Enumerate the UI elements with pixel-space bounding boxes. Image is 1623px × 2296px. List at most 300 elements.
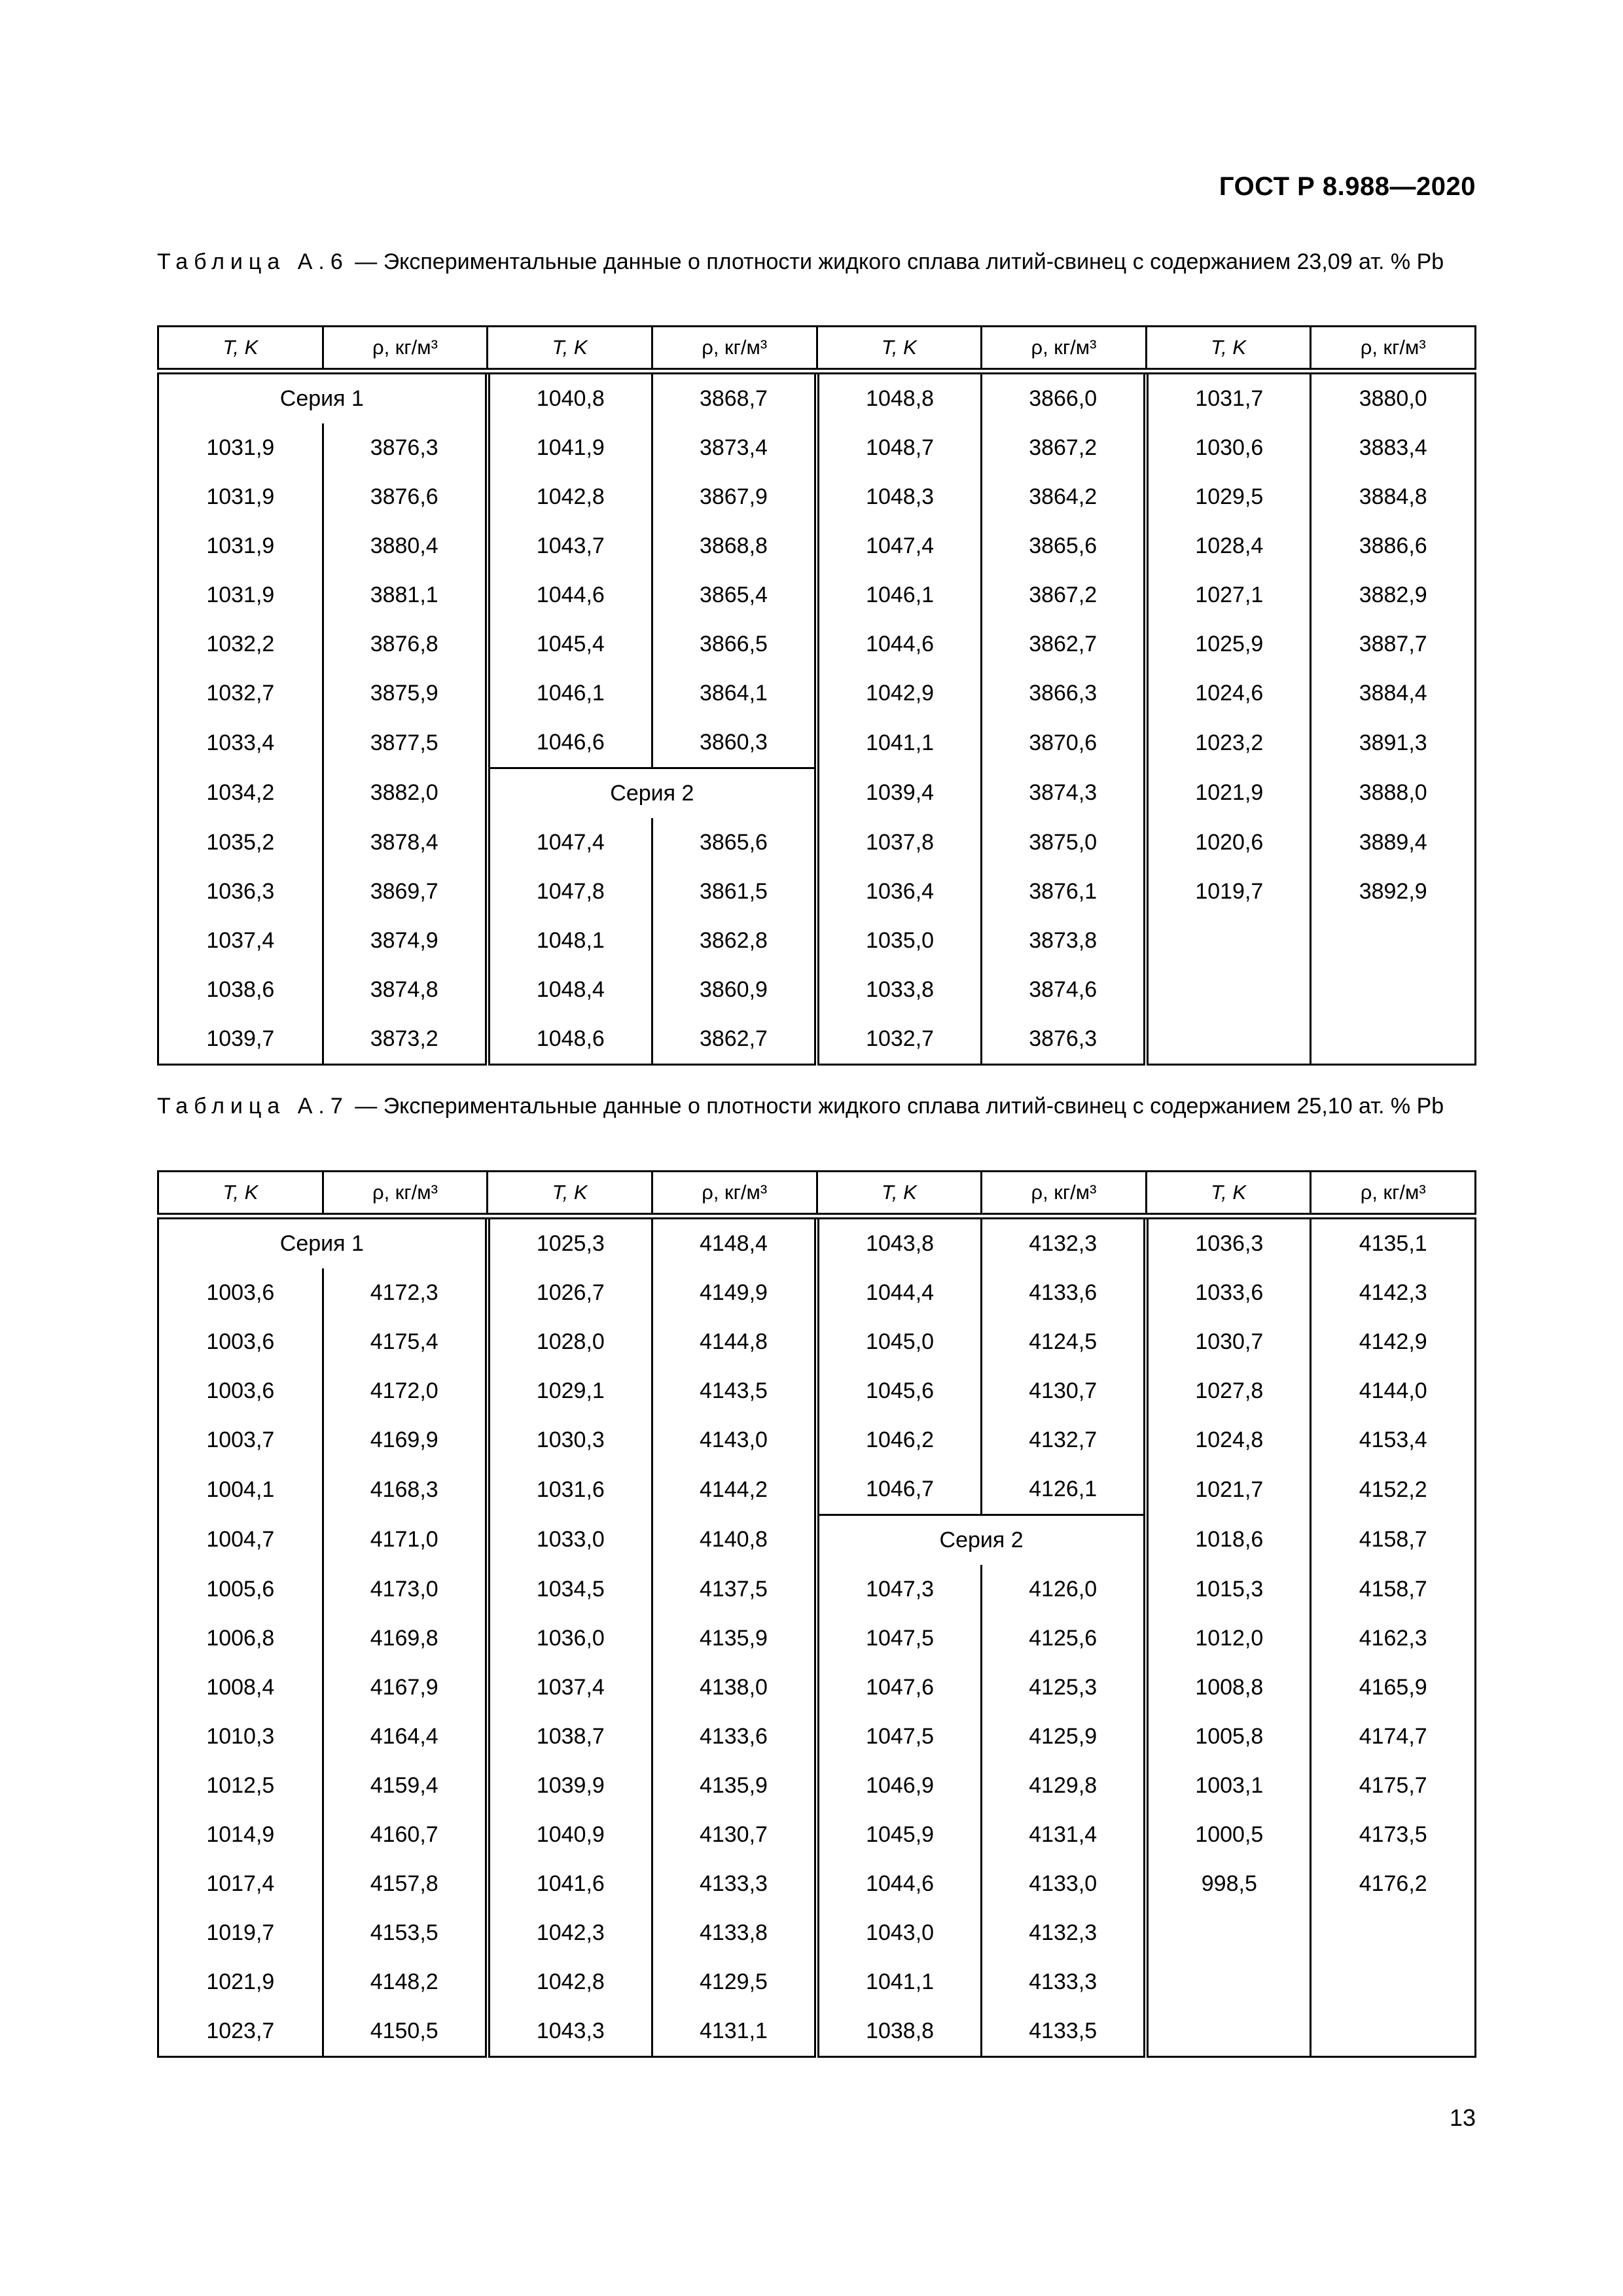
cell-temperature: 1033,8 [817,965,982,1014]
cell-temperature: 1039,4 [817,768,982,819]
cell-temperature: 1033,4 [158,718,323,768]
cell-temperature: 1047,5 [817,1614,982,1663]
col-header-density: ρ, кг/м³ [982,327,1147,372]
series-label: Серия 2 [817,1515,1146,1566]
cell-density: 3862,7 [982,620,1147,669]
cell-density: 4126,0 [982,1565,1147,1614]
cell-density: 3888,0 [1311,768,1476,819]
cell-temperature: 1046,1 [817,571,982,620]
cell-density: 3877,5 [323,718,488,768]
col-header-temperature: T, K [817,1172,982,1217]
cell-temperature: 1037,8 [817,818,982,867]
cell-density: 4164,4 [323,1712,488,1761]
cell-temperature: 1025,3 [488,1216,652,1268]
col-header-temperature: T, K [488,327,652,372]
cell-temperature: 1004,1 [158,1465,323,1515]
cell-density [1311,965,1476,1014]
cell-temperature: 1003,1 [1146,1761,1311,1810]
cell-temperature [1146,1014,1311,1065]
cell-temperature: 1046,9 [817,1761,982,1810]
table-row [158,1663,1476,1712]
cell-temperature: 1046,6 [488,718,652,768]
cell-temperature: 1044,4 [817,1268,982,1318]
table-row [158,1958,1476,2007]
cell-density: 3867,9 [652,473,817,522]
cell-density: 4133,3 [982,1958,1147,2007]
cell-density: 3874,6 [982,965,1147,1014]
table-row [158,1565,1476,1614]
cell-temperature: 1021,9 [1146,768,1311,819]
table-row [158,1268,1476,1318]
table-row [158,1318,1476,1367]
cell-density: 4132,7 [982,1416,1147,1465]
cell-temperature: 1014,9 [158,1810,323,1859]
col-header-density: ρ, кг/м³ [652,327,817,372]
cell-temperature: 1030,6 [1146,423,1311,473]
cell-temperature: 998,5 [1146,1859,1311,1909]
cell-density: 3862,7 [652,1014,817,1065]
page-number: 13 [1449,2104,1476,2131]
cell-temperature: 1031,7 [1146,371,1311,423]
cell-density: 4171,0 [323,1515,488,1566]
cell-temperature: 1015,3 [1146,1565,1311,1614]
cell-density: 3860,9 [652,965,817,1014]
cell-density: 4144,8 [652,1318,817,1367]
cell-density: 4175,7 [1311,1761,1476,1810]
cell-density: 3875,0 [982,818,1147,867]
col-header-density: ρ, кг/м³ [323,327,488,372]
cell-density: 3876,1 [982,867,1147,916]
cell-density [1311,1014,1476,1065]
cell-density: 3874,8 [323,965,488,1014]
table-row [158,818,1476,867]
cell-temperature: 1046,2 [817,1416,982,1465]
cell-temperature [1146,916,1311,965]
table-row [158,867,1476,916]
table-row [158,522,1476,571]
cell-temperature: 1019,7 [158,1909,323,1958]
cell-density: 4133,3 [652,1859,817,1909]
table-a7-caption [157,1092,1476,1121]
cell-temperature: 1048,3 [817,473,982,522]
table-a7-title: — Экспериментальные данные о плотности жидкого сплава литий-свинец с содержанием 25,10 ат. % Pb [348,1094,1444,1119]
cell-temperature: 1041,1 [817,1958,982,2007]
cell-temperature: 1045,6 [817,1367,982,1416]
cell-temperature: 1047,6 [817,1663,982,1712]
table-row [158,1216,1476,1268]
series-label: Серия 2 [488,768,817,819]
cell-density: 3878,4 [323,818,488,867]
table-row [158,1515,1476,1566]
cell-density: 3866,5 [652,620,817,669]
cell-temperature: 1046,7 [817,1465,982,1515]
cell-temperature: 1038,7 [488,1712,652,1761]
cell-density: 4169,9 [323,1416,488,1465]
cell-temperature: 1046,1 [488,669,652,718]
cell-density: 4137,5 [652,1565,817,1614]
cell-temperature: 1020,6 [1146,818,1311,867]
cell-density: 3868,7 [652,371,817,423]
cell-temperature: 1031,9 [158,522,323,571]
cell-density: 4172,0 [323,1367,488,1416]
cell-density: 3884,4 [1311,669,1476,718]
cell-density: 4126,1 [982,1465,1147,1515]
cell-density: 3867,2 [982,571,1147,620]
table-row [158,571,1476,620]
cell-temperature: 1031,9 [158,473,323,522]
table-a6-label: Таблица А.6 [157,249,349,274]
table-row [158,1014,1476,1065]
cell-temperature: 1036,3 [1146,1216,1311,1268]
cell-temperature: 1048,8 [817,371,982,423]
cell-density: 4142,9 [1311,1318,1476,1367]
cell-density: 3892,9 [1311,867,1476,916]
cell-density: 3884,8 [1311,473,1476,522]
cell-temperature: 1048,7 [817,423,982,473]
cell-density: 4148,2 [323,1958,488,2007]
cell-density [1311,2007,1476,2057]
cell-density: 4174,7 [1311,1712,1476,1761]
cell-density: 4173,5 [1311,1810,1476,1859]
col-header-temperature: T, K [1146,1172,1311,1217]
cell-density: 4153,4 [1311,1416,1476,1465]
table-row [158,2007,1476,2057]
cell-temperature: 1045,4 [488,620,652,669]
table-row [158,669,1476,718]
cell-temperature: 1030,3 [488,1416,652,1465]
cell-temperature: 1003,6 [158,1367,323,1416]
cell-temperature: 1030,7 [1146,1318,1311,1367]
cell-density: 3886,6 [1311,522,1476,571]
cell-temperature: 1000,5 [1146,1810,1311,1859]
cell-density: 4135,9 [652,1761,817,1810]
table-row [158,371,1476,423]
cell-temperature: 1008,8 [1146,1663,1311,1712]
table-row [158,1810,1476,1859]
col-header-temperature: T, K [1146,327,1311,372]
cell-density: 3864,2 [982,473,1147,522]
cell-temperature: 1043,0 [817,1909,982,1958]
cell-temperature: 1041,9 [488,423,652,473]
cell-density: 4129,8 [982,1761,1147,1810]
cell-temperature: 1008,4 [158,1663,323,1712]
cell-temperature: 1012,5 [158,1761,323,1810]
table-row [158,423,1476,473]
cell-density: 4130,7 [982,1367,1147,1416]
cell-temperature: 1023,7 [158,2007,323,2057]
cell-density: 3882,9 [1311,571,1476,620]
cell-temperature: 1035,0 [817,916,982,965]
cell-density: 4148,4 [652,1216,817,1268]
col-header-density: ρ, кг/м³ [1311,327,1476,372]
table-row [158,1614,1476,1663]
cell-temperature: 1024,6 [1146,669,1311,718]
cell-density: 4124,5 [982,1318,1147,1367]
cell-density: 4125,6 [982,1614,1147,1663]
cell-temperature: 1037,4 [158,916,323,965]
cell-density: 4149,9 [652,1268,817,1318]
cell-temperature: 1047,4 [817,522,982,571]
cell-temperature: 1045,0 [817,1318,982,1367]
cell-density: 3866,3 [982,669,1147,718]
table-a6 [157,325,1476,1066]
cell-density: 4165,9 [1311,1663,1476,1712]
table-row [158,1367,1476,1416]
header-row [158,327,1476,372]
cell-temperature: 1048,6 [488,1014,652,1065]
table-row [158,916,1476,965]
cell-density: 4132,3 [982,1216,1147,1268]
cell-temperature: 1027,1 [1146,571,1311,620]
cell-density: 4133,6 [982,1268,1147,1318]
cell-temperature [1146,1958,1311,2007]
cell-density: 3865,6 [982,522,1147,571]
cell-temperature: 1028,4 [1146,522,1311,571]
cell-density: 4133,8 [652,1909,817,1958]
cell-density: 4159,4 [323,1761,488,1810]
cell-density: 3880,4 [323,522,488,571]
table-row [158,620,1476,669]
table-a7-label: Таблица А.7 [157,1094,349,1119]
cell-temperature: 1038,6 [158,965,323,1014]
cell-density: 4153,5 [323,1909,488,1958]
cell-density [1311,916,1476,965]
cell-temperature: 1006,8 [158,1614,323,1663]
cell-density: 3880,0 [1311,371,1476,423]
cell-temperature: 1043,7 [488,522,652,571]
cell-temperature [1146,2007,1311,2057]
cell-density: 4138,0 [652,1663,817,1712]
cell-temperature: 1032,7 [817,1014,982,1065]
cell-temperature: 1029,5 [1146,473,1311,522]
cell-density: 4158,7 [1311,1515,1476,1566]
cell-temperature: 1003,6 [158,1268,323,1318]
cell-density: 3862,8 [652,916,817,965]
cell-density: 3875,9 [323,669,488,718]
cell-density: 3864,1 [652,669,817,718]
cell-temperature: 1031,6 [488,1465,652,1515]
cell-temperature: 1043,3 [488,2007,652,2057]
cell-temperature: 1039,7 [158,1014,323,1065]
cell-temperature: 1028,0 [488,1318,652,1367]
cell-temperature: 1025,9 [1146,620,1311,669]
cell-density: 4140,8 [652,1515,817,1566]
cell-density: 4143,5 [652,1367,817,1416]
cell-temperature: 1038,8 [817,2007,982,2057]
cell-density: 4129,5 [652,1958,817,2007]
cell-density: 3876,6 [323,473,488,522]
col-header-density: ρ, кг/м³ [323,1172,488,1217]
cell-density: 4172,3 [323,1268,488,1318]
table-row [158,1712,1476,1761]
cell-temperature: 1042,9 [817,669,982,718]
cell-temperature [1146,1909,1311,1958]
cell-density: 4125,3 [982,1663,1147,1712]
cell-density: 4135,1 [1311,1216,1476,1268]
cell-density: 3868,8 [652,522,817,571]
cell-density: 3873,4 [652,423,817,473]
cell-density: 4152,2 [1311,1465,1476,1515]
cell-density: 3881,1 [323,571,488,620]
cell-density: 4175,4 [323,1318,488,1367]
cell-density: 4143,0 [652,1416,817,1465]
cell-temperature: 1042,8 [488,473,652,522]
cell-temperature: 1036,3 [158,867,323,916]
col-header-density: ρ, кг/м³ [1311,1172,1476,1217]
cell-temperature: 1018,6 [1146,1515,1311,1566]
cell-temperature: 1044,6 [488,571,652,620]
cell-density: 3883,4 [1311,423,1476,473]
table-row [158,1909,1476,1958]
cell-temperature: 1047,8 [488,867,652,916]
table-row [158,965,1476,1014]
cell-temperature: 1003,6 [158,1318,323,1367]
cell-temperature: 1003,7 [158,1416,323,1465]
cell-temperature: 1019,7 [1146,867,1311,916]
header-row [158,1172,1476,1217]
cell-temperature: 1017,4 [158,1859,323,1909]
cell-density: 3876,3 [323,423,488,473]
cell-temperature: 1012,0 [1146,1614,1311,1663]
cell-temperature: 1021,7 [1146,1465,1311,1515]
cell-density: 4157,8 [323,1859,488,1909]
cell-density: 3860,3 [652,718,817,768]
cell-temperature: 1027,8 [1146,1367,1311,1416]
cell-density: 4132,3 [982,1909,1147,1958]
cell-density: 4125,9 [982,1712,1147,1761]
cell-temperature [1146,965,1311,1014]
cell-density: 3874,3 [982,768,1147,819]
cell-density: 3865,4 [652,571,817,620]
cell-temperature: 1026,7 [488,1268,652,1318]
cell-temperature: 1044,6 [817,1859,982,1909]
cell-temperature: 1040,8 [488,371,652,423]
col-header-temperature: T, K [158,327,323,372]
table-row [158,718,1476,768]
cell-temperature: 1042,8 [488,1958,652,2007]
cell-density [1311,1909,1476,1958]
cell-temperature: 1042,3 [488,1909,652,1958]
table-row [158,1859,1476,1909]
cell-temperature: 1047,5 [817,1712,982,1761]
cell-temperature: 1044,6 [817,620,982,669]
cell-density: 3867,2 [982,423,1147,473]
cell-temperature: 1045,9 [817,1810,982,1859]
cell-temperature: 1010,3 [158,1712,323,1761]
table-row [158,1416,1476,1465]
cell-density [1311,1958,1476,2007]
cell-temperature: 1021,9 [158,1958,323,2007]
table-row [158,1761,1476,1810]
cell-temperature: 1032,2 [158,620,323,669]
cell-density: 4133,6 [652,1712,817,1761]
cell-density: 4169,8 [323,1614,488,1663]
cell-density: 3887,7 [1311,620,1476,669]
cell-density: 4130,7 [652,1810,817,1859]
cell-temperature: 1047,3 [817,1565,982,1614]
cell-temperature: 1005,6 [158,1565,323,1614]
cell-density: 3882,0 [323,768,488,819]
cell-density: 4173,0 [323,1565,488,1614]
col-header-temperature: T, K [488,1172,652,1217]
cell-temperature: 1043,8 [817,1216,982,1268]
cell-density: 4150,5 [323,2007,488,2057]
table-a6-title: — Экспериментальные данные о плотности жидкого сплава литий-свинец с содержанием 23,09 ат. % Pb [348,249,1444,274]
cell-temperature: 1035,2 [158,818,323,867]
cell-temperature: 1029,1 [488,1367,652,1416]
cell-density: 3869,7 [323,867,488,916]
col-header-temperature: T, K [817,327,982,372]
col-header-density: ρ, кг/м³ [982,1172,1147,1217]
cell-density: 3876,3 [982,1014,1147,1065]
cell-density: 4168,3 [323,1465,488,1515]
cell-temperature: 1005,8 [1146,1712,1311,1761]
cell-temperature: 1041,6 [488,1859,652,1909]
cell-temperature: 1037,4 [488,1663,652,1712]
cell-temperature: 1048,4 [488,965,652,1014]
cell-temperature: 1023,2 [1146,718,1311,768]
cell-temperature: 1024,8 [1146,1416,1311,1465]
cell-density: 4176,2 [1311,1859,1476,1909]
table-row [158,473,1476,522]
cell-temperature: 1039,9 [488,1761,652,1810]
cell-density: 3870,6 [982,718,1147,768]
cell-density: 3873,2 [323,1014,488,1065]
table-row [158,1465,1476,1515]
cell-temperature: 1036,0 [488,1614,652,1663]
table-a7 [157,1170,1476,2058]
cell-density: 4160,7 [323,1810,488,1859]
cell-density: 3873,8 [982,916,1147,965]
cell-temperature: 1034,2 [158,768,323,819]
col-header-density: ρ, кг/м³ [652,1172,817,1217]
cell-temperature: 1036,4 [817,867,982,916]
table-row [158,768,1476,819]
cell-temperature: 1047,4 [488,818,652,867]
cell-density: 3861,5 [652,867,817,916]
col-header-temperature: T, K [158,1172,323,1217]
cell-temperature: 1048,1 [488,916,652,965]
cell-temperature: 1033,6 [1146,1268,1311,1318]
cell-density: 4144,0 [1311,1367,1476,1416]
cell-temperature: 1031,9 [158,571,323,620]
cell-density: 3876,8 [323,620,488,669]
cell-density: 3866,0 [982,371,1147,423]
cell-temperature: 1041,1 [817,718,982,768]
cell-temperature: 1040,9 [488,1810,652,1859]
cell-temperature: 1031,9 [158,423,323,473]
cell-temperature: 1032,7 [158,669,323,718]
cell-density: 4131,4 [982,1810,1147,1859]
cell-density: 3889,4 [1311,818,1476,867]
document-header: ГОСТ Р 8.988—2020 [1219,172,1476,201]
cell-temperature: 1034,5 [488,1565,652,1614]
series-label: Серия 1 [158,371,488,423]
cell-density: 3874,9 [323,916,488,965]
cell-density: 3865,6 [652,818,817,867]
cell-density: 4144,2 [652,1465,817,1515]
cell-density: 3891,3 [1311,718,1476,768]
cell-density: 4131,1 [652,2007,817,2057]
cell-density: 4158,7 [1311,1565,1476,1614]
cell-density: 4142,3 [1311,1268,1476,1318]
cell-temperature: 1004,7 [158,1515,323,1566]
cell-density: 4167,9 [323,1663,488,1712]
cell-density: 4133,5 [982,2007,1147,2057]
series-label: Серия 1 [158,1216,488,1268]
cell-temperature: 1033,0 [488,1515,652,1566]
cell-density: 4133,0 [982,1859,1147,1909]
